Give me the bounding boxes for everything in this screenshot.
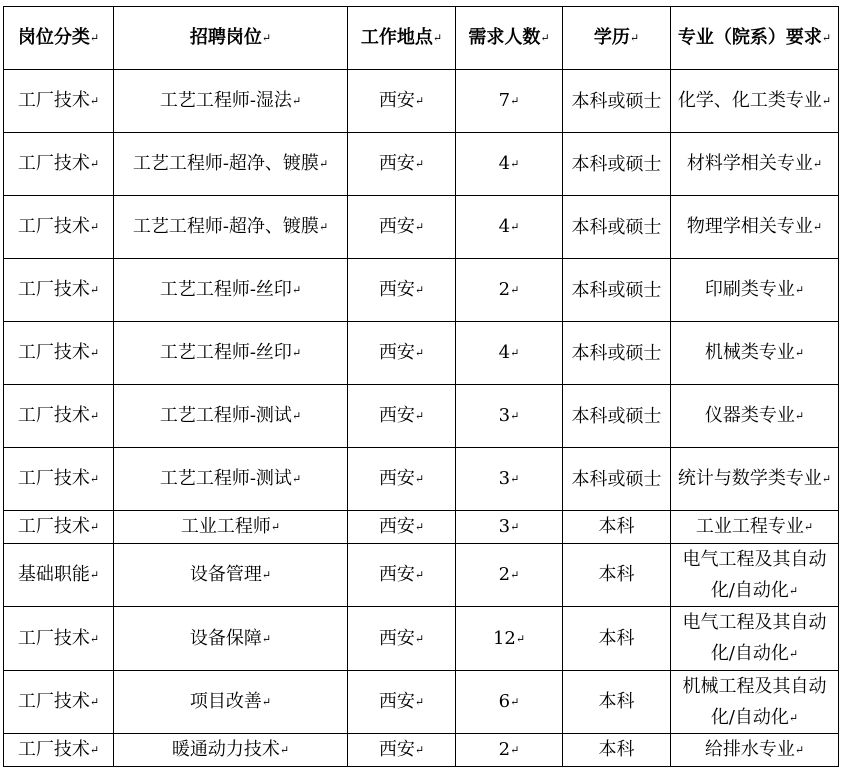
paragraph-mark: ↵ <box>89 695 100 709</box>
paragraph-mark: ↵ <box>510 568 520 582</box>
paragraph-mark: ↵ <box>414 472 425 486</box>
paragraph-mark: ↵ <box>89 743 100 757</box>
cell-education: 本科 <box>563 670 671 734</box>
paragraph-mark: ↵ <box>261 632 272 645</box>
cell-location: 西安↵ <box>348 734 456 767</box>
cell-location: 西安↵ <box>348 133 456 196</box>
paragraph-mark: ↵ <box>794 409 805 423</box>
cell-position: 工艺工程师-丝印↵ <box>114 322 348 385</box>
cell-education: 本科或硕士 <box>563 70 671 133</box>
cell-position: 设备管理↵ <box>114 543 348 607</box>
paragraph-mark: ↵ <box>261 568 272 582</box>
paragraph-mark: ↵ <box>318 220 329 234</box>
paragraph-mark: ↵ <box>291 409 302 423</box>
cell-education: 本科或硕士 <box>563 196 671 259</box>
cell-count: 7↵ <box>456 70 563 133</box>
header-major: 专业（院系）要求↵ <box>671 7 839 70</box>
cell-count: 6↵ <box>456 670 563 734</box>
cell-count: 3↵ <box>456 385 563 448</box>
cell-category: 工厂技术↵ <box>4 607 114 671</box>
paragraph-mark: ↵ <box>812 220 823 234</box>
paragraph-mark: ↵ <box>414 157 425 171</box>
paragraph-mark: ↵ <box>89 472 100 486</box>
paragraph-mark: ↵ <box>510 520 520 534</box>
paragraph-mark: ↵ <box>291 283 302 297</box>
cell-major: 印刷类专业↵ <box>671 259 839 322</box>
paragraph-mark: ↵ <box>432 31 443 45</box>
paragraph-mark: ↵ <box>261 31 272 45</box>
paragraph-mark: ↵ <box>414 520 425 534</box>
paragraph-mark: ↵ <box>510 283 520 297</box>
table-row <box>4 259 839 322</box>
paragraph-mark: ↵ <box>279 743 290 757</box>
paragraph-mark: ↵ <box>788 711 799 724</box>
table-row <box>4 734 839 767</box>
table-row <box>4 607 839 671</box>
paragraph-mark: ↵ <box>629 31 640 45</box>
table-row <box>4 511 839 544</box>
cell-count: 4↵ <box>456 322 563 385</box>
cell-category: 工厂技术↵ <box>4 259 114 322</box>
recruitment-table <box>3 6 839 767</box>
paragraph-mark: ↵ <box>414 94 425 108</box>
paragraph-mark: ↵ <box>510 409 520 423</box>
cell-location: 西安↵ <box>348 70 456 133</box>
paragraph-mark: ↵ <box>821 94 832 108</box>
paragraph-mark: ↵ <box>510 94 520 108</box>
paragraph-mark: ↵ <box>291 472 302 486</box>
table-row <box>4 322 839 385</box>
paragraph-mark: ↵ <box>270 520 281 534</box>
paragraph-mark: ↵ <box>414 632 425 645</box>
cell-category: 工厂技术↵ <box>4 734 114 767</box>
cell-education: 本科或硕士 <box>563 322 671 385</box>
paragraph-mark: ↵ <box>414 695 425 709</box>
paragraph-mark: ↵ <box>803 520 814 534</box>
cell-count: 2↵ <box>456 543 563 607</box>
cell-category: 工厂技术↵ <box>4 133 114 196</box>
paragraph-mark: ↵ <box>414 346 425 360</box>
paragraph-mark: ↵ <box>510 220 520 234</box>
cell-location: 西安↵ <box>348 385 456 448</box>
cell-position: 工艺工程师-超净、镀膜↵ <box>114 196 348 259</box>
paragraph-mark: ↵ <box>89 31 100 45</box>
cell-position: 工艺工程师-测试↵ <box>114 385 348 448</box>
cell-count: 3↵ <box>456 511 563 544</box>
paragraph-mark: ↵ <box>414 743 425 757</box>
paragraph-mark: ↵ <box>540 31 550 45</box>
cell-location: 西安↵ <box>348 543 456 607</box>
table-row <box>4 448 839 511</box>
paragraph-mark: ↵ <box>318 157 329 171</box>
cell-major: 给排水专业↵ <box>671 734 839 767</box>
cell-category: 工厂技术↵ <box>4 670 114 734</box>
paragraph-mark: ↵ <box>788 647 799 661</box>
cell-category: 工厂技术↵ <box>4 448 114 511</box>
cell-category: 工厂技术↵ <box>4 511 114 544</box>
cell-education: 本科或硕士 <box>563 448 671 511</box>
paragraph-mark: ↵ <box>414 283 425 297</box>
cell-major: 电气工程及其自动化/自动化↵ <box>671 543 839 607</box>
cell-position: 项目改善↵ <box>114 670 348 734</box>
header-position: 招聘岗位↵ <box>114 7 348 70</box>
cell-education: 本科 <box>563 734 671 767</box>
paragraph-mark: ↵ <box>89 283 100 297</box>
paragraph-mark: ↵ <box>510 472 520 486</box>
cell-location: 西安↵ <box>348 322 456 385</box>
cell-position: 工业工程师↵ <box>114 511 348 544</box>
paragraph-mark: ↵ <box>291 94 302 108</box>
paragraph-mark: ↵ <box>414 568 425 582</box>
cell-location: 西安↵ <box>348 511 456 544</box>
cell-major: 化学、化工类专业↵ <box>671 70 839 133</box>
cell-education: 本科或硕士 <box>563 133 671 196</box>
cell-category: 工厂技术↵ <box>4 70 114 133</box>
paragraph-mark: ↵ <box>812 157 823 171</box>
cell-location: 西安↵ <box>348 670 456 734</box>
paragraph-mark: ↵ <box>89 220 100 234</box>
paragraph-mark: ↵ <box>261 695 272 709</box>
paragraph-mark: ↵ <box>89 520 100 534</box>
table-row <box>4 70 839 133</box>
cell-category: 基础职能↵ <box>4 543 114 607</box>
table-row <box>4 196 839 259</box>
cell-education: 本科或硕士 <box>563 385 671 448</box>
header-row <box>4 7 839 70</box>
paragraph-mark: ↵ <box>89 568 100 582</box>
table-row <box>4 670 839 734</box>
cell-education: 本科 <box>563 543 671 607</box>
cell-location: 西安↵ <box>348 196 456 259</box>
paragraph-mark: ↵ <box>414 409 425 423</box>
cell-count: 4↵ <box>456 133 563 196</box>
cell-major: 工业工程专业↵ <box>671 511 839 544</box>
cell-category: 工厂技术↵ <box>4 385 114 448</box>
paragraph-mark: ↵ <box>794 283 805 297</box>
cell-education: 本科 <box>563 607 671 671</box>
cell-count: 4↵ <box>456 196 563 259</box>
header-education: 学历↵ <box>563 7 671 70</box>
paragraph-mark: ↵ <box>89 632 100 645</box>
paragraph-mark: ↵ <box>510 695 520 709</box>
table-row <box>4 543 839 607</box>
header-location: 工作地点↵ <box>348 7 456 70</box>
table-row <box>4 385 839 448</box>
cell-major: 物理学相关专业↵ <box>671 196 839 259</box>
cell-position: 工艺工程师-丝印↵ <box>114 259 348 322</box>
cell-category: 工厂技术↵ <box>4 322 114 385</box>
paragraph-mark: ↵ <box>821 472 832 486</box>
cell-major: 材料学相关专业↵ <box>671 133 839 196</box>
paragraph-mark: ↵ <box>515 632 526 645</box>
cell-count: 2↵ <box>456 259 563 322</box>
cell-position: 工艺工程师-超净、镀膜↵ <box>114 133 348 196</box>
cell-major: 机械工程及其自动化/自动化↵ <box>671 670 839 734</box>
cell-major: 机械类专业↵ <box>671 322 839 385</box>
paragraph-mark: ↵ <box>510 346 520 360</box>
cell-education: 本科 <box>563 511 671 544</box>
paragraph-mark: ↵ <box>291 346 302 360</box>
cell-major: 仪器类专业↵ <box>671 385 839 448</box>
paragraph-mark: ↵ <box>89 346 100 360</box>
paragraph-mark: ↵ <box>510 157 520 171</box>
paragraph-mark: ↵ <box>794 743 805 757</box>
cell-position: 工艺工程师-测试↵ <box>114 448 348 511</box>
table-row <box>4 133 839 196</box>
cell-count: 2↵ <box>456 734 563 767</box>
paragraph-mark: ↵ <box>414 220 425 234</box>
paragraph-mark: ↵ <box>89 157 100 171</box>
cell-count: 12↵ <box>456 607 563 671</box>
cell-major: 统计与数学类专业↵ <box>671 448 839 511</box>
paragraph-mark: ↵ <box>794 346 805 360</box>
cell-location: 西安↵ <box>348 607 456 671</box>
cell-location: 西安↵ <box>348 259 456 322</box>
cell-count: 3↵ <box>456 448 563 511</box>
paragraph-mark: ↵ <box>788 584 799 597</box>
paragraph-mark: ↵ <box>510 743 520 757</box>
cell-major: 电气工程及其自动化/自动化↵ <box>671 607 839 671</box>
paragraph-mark: ↵ <box>89 94 100 108</box>
header-count: 需求人数↵ <box>456 7 563 70</box>
paragraph-mark: ↵ <box>89 409 100 423</box>
cell-position: 暖通动力技术↵ <box>114 734 348 767</box>
paragraph-mark: ↵ <box>821 31 832 45</box>
cell-position: 工艺工程师-湿法↵ <box>114 70 348 133</box>
cell-category: 工厂技术↵ <box>4 196 114 259</box>
header-category: 岗位分类↵ <box>4 7 114 70</box>
cell-location: 西安↵ <box>348 448 456 511</box>
cell-position: 设备保障↵ <box>114 607 348 671</box>
cell-education: 本科或硕士 <box>563 259 671 322</box>
